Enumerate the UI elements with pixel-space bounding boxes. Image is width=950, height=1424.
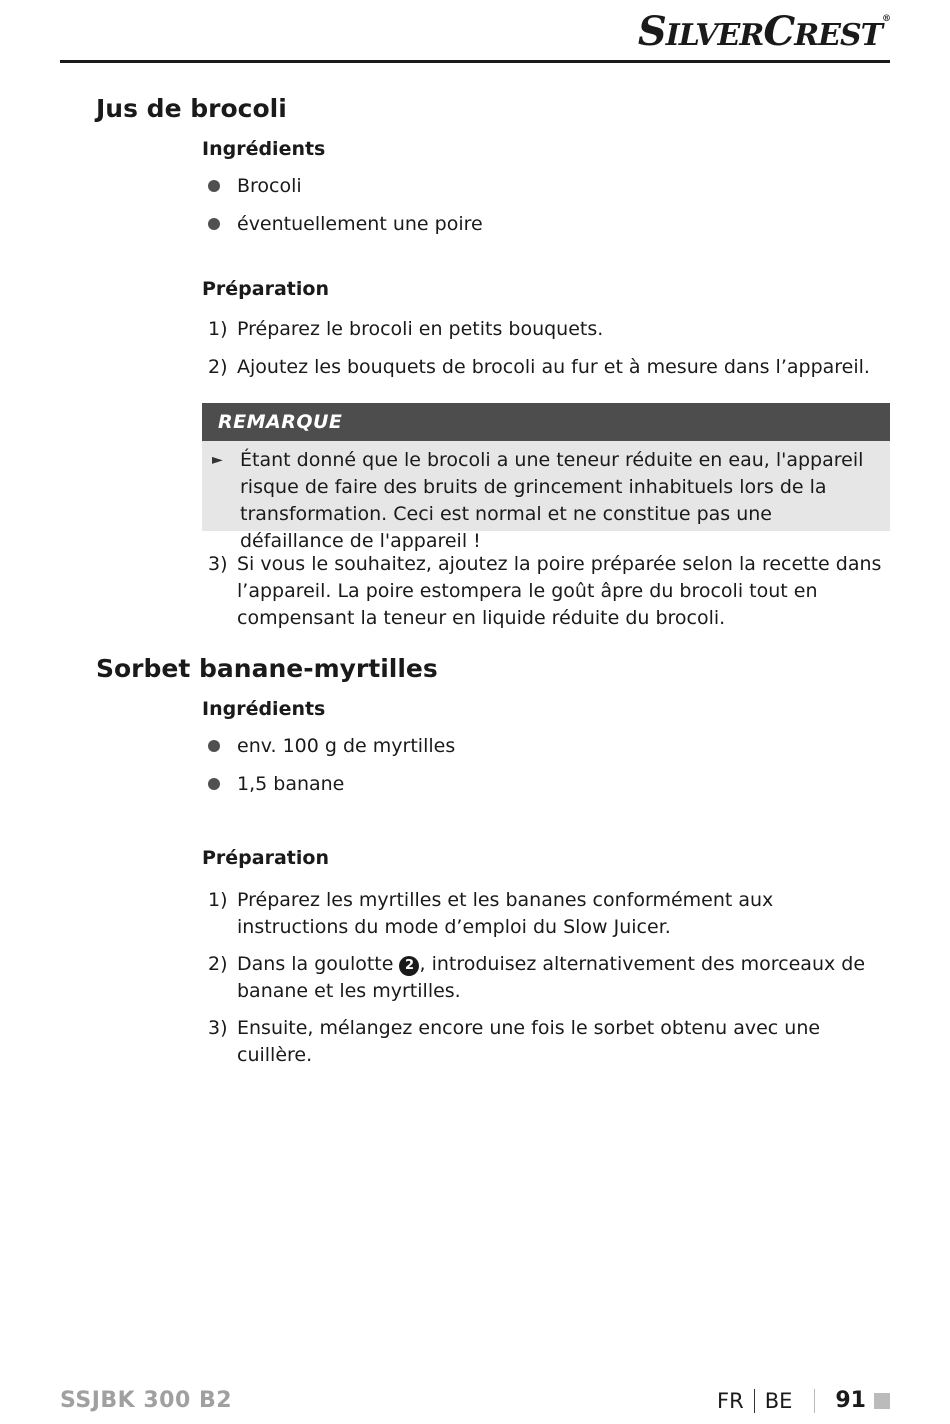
divider <box>814 1389 815 1413</box>
step-item: 3) Ensuite, mélangez encore une fois le sorbet obtenu avec une cuillère. <box>208 1017 821 1066</box>
ingredients-heading: Ingrédients <box>202 138 326 160</box>
ingredient-item: 1,5 banane <box>208 773 344 795</box>
step-item: 1) Préparez les myrtilles et les bananes conformément aux instructions du mode d’emploi du Slow Juicer. <box>208 889 774 938</box>
ingredient-item: env. 100 g de myrtilles <box>208 735 455 757</box>
part-number-2-icon: 2 <box>399 956 419 976</box>
square-marker-icon <box>874 1393 890 1409</box>
step-item: 2) Ajoutez les bouquets de brocoli au fur et à mesure dans l’appareil. <box>208 356 870 378</box>
language-fr: FR <box>717 1388 744 1413</box>
bullet-icon <box>208 218 220 230</box>
section-title-jus-de-brocoli: Jus de brocoli <box>96 94 287 123</box>
bullet-icon <box>208 778 220 790</box>
bullet-icon <box>208 180 220 192</box>
note-box <box>202 441 890 552</box>
preparation-heading: Préparation <box>202 847 329 869</box>
bullet-icon <box>208 740 220 752</box>
note-heading: REMARQUE <box>202 403 890 441</box>
section-title-sorbet-banane-myrtilles: Sorbet banane-myrtilles <box>96 654 438 683</box>
ingredient-item: Brocoli <box>208 175 302 197</box>
preparation-heading: Préparation <box>202 278 329 300</box>
model-number: SSJBK 300 B2 <box>60 1388 233 1413</box>
header-rule <box>60 60 890 63</box>
step-item: 3) Si vous le souhaitez, ajoutez la poire préparée selon la recette dans l’appareil. La poire estompera le goût âpre du brocoli tout en compensant la teneur en liquide réduite du brocoli. <box>208 553 882 629</box>
divider <box>754 1389 755 1413</box>
ingredients-heading: Ingrédients <box>202 698 326 720</box>
ingredient-item: éventuellement une poire <box>208 213 483 235</box>
note-text: Étant donné que le brocoli a une teneur réduite en eau, l'appareil risque de faire des bruits de grincement inhabituels lors de la transformation. Ceci est normal et ne constitue pas une défaillance de l'appareil ! <box>240 449 864 552</box>
step-item: 1) Préparez le brocoli en petits bouquets. <box>208 318 604 340</box>
page-number: 91 <box>835 1388 866 1413</box>
footer-page-info <box>717 1388 890 1413</box>
silvercrest-logo: SILVERCREST® <box>637 8 890 55</box>
language-be: BE <box>764 1388 793 1413</box>
arrow-icon: ► <box>212 452 223 468</box>
step-item: 2) Dans la goulotte 2 , introduisez alternativement des morceaux de banane et les myrtilles. <box>208 953 866 1002</box>
